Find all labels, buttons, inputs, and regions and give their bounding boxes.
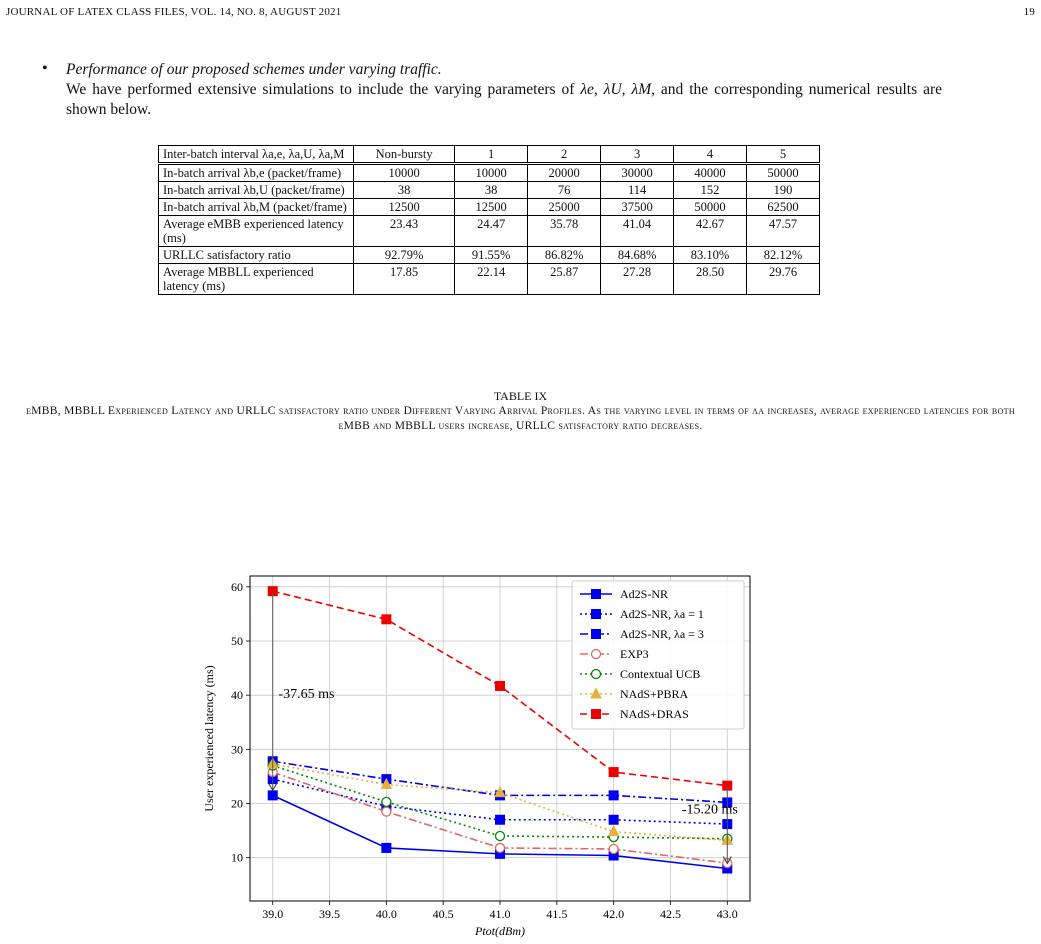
y-tick-label: 60 [231,579,243,594]
table-cell: 42.67 [674,216,747,247]
table-header-cell: 5 [747,146,820,164]
y-tick-label: 20 [231,796,243,811]
data-point [382,843,391,852]
table-row [159,182,820,199]
table-cell: 50000 [674,199,747,216]
table-cell: 83.10% [674,247,747,264]
bullet-paragraph [42,60,942,120]
table-cell: 17.85 [354,264,455,295]
table-cell: 35.78 [528,216,601,247]
legend-entry: Ad2S-NR, λa = 1 [620,607,704,621]
data-point [609,791,618,800]
table-cell: 114 [601,182,674,199]
table-header-cell: 3 [601,146,674,164]
table-cell: 28.50 [674,264,747,295]
table-cell: 25000 [528,199,601,216]
x-tick-label: 42.0 [603,907,625,921]
x-axis-label: Ptot(dBm) [475,924,525,938]
table-label: TABLE IX [493,389,548,403]
table-cell: 40000 [674,164,747,182]
y-tick-label: 40 [231,688,243,703]
table-cell: 152 [674,182,747,199]
data-point [496,832,505,841]
table-cell: 30000 [601,164,674,182]
table-cell: 37500 [601,199,674,216]
legend-swatch-marker [592,710,601,719]
table-cell: 12500 [354,199,455,216]
legend-entry: NAdS+PBRA [620,687,689,701]
legend-entry: Ad2S-NR [620,587,669,601]
x-tick-label: 39.5 [319,907,341,921]
table-cell: 38 [455,182,528,199]
table-header-label: Inter-batch interval λa,e, λa,U, λa,M [159,146,354,164]
running-head [6,6,1035,18]
data-point [609,768,618,777]
x-tick-label: 43.0 [716,907,738,921]
y-tick-label: 50 [231,634,243,648]
table-caption: eMBB, MBBLL Experienced Latency and URLLC satisfactory ratio under Different Varying Arrival Profiles. As the varying level in terms of λa increases, average experienced latencies for both eMBB and MBBLL users increase, URLLC satisfactory ratio decreases. [26,405,1015,432]
data-point [382,615,391,624]
data-point [268,791,277,800]
body-text-before: We have performed extensive simulations to include the varying parameters of [66,81,581,98]
legend-entry: NAdS+DRAS [620,707,689,721]
table-cell: 25.87 [528,264,601,295]
table-cell: 27.28 [601,264,674,295]
table-cell: 76 [528,182,601,199]
table-header-cell: 1 [455,146,528,164]
table-row-label: In-batch arrival λb,e (packet/frame) [159,164,354,182]
x-tick-label: 42.5 [659,907,681,921]
legend-entry: Ad2S-NR, λa = 3 [620,627,704,641]
bullet-body [66,80,942,120]
y-axis-label: User experienced latency (ms) [202,665,216,812]
data-point [496,815,505,824]
table-cell: 92.79% [354,247,455,264]
table-header-row [159,146,820,164]
table-row [159,216,820,247]
latency-line-chart [195,568,755,940]
legend-swatch-marker [592,670,601,679]
table-cell: 47.57 [747,216,820,247]
table-cell: 20000 [528,164,601,182]
x-tick-label: 41.5 [546,907,568,921]
legend-entry: EXP3 [620,647,649,661]
table-cell: 12500 [455,199,528,216]
data-point [496,843,505,852]
table-row-label: In-batch arrival λb,U (packet/frame) [159,182,354,199]
journal-header: JOURNAL OF LATEX CLASS FILES, VOL. 14, NO. 8, AUGUST 2021 [6,6,342,18]
table-cell: 29.76 [747,264,820,295]
annotation-label: -15.20 ms [681,802,738,818]
table-cell: 82.12% [747,247,820,264]
bullet-dot-icon: • [42,60,48,77]
table-cell: 10000 [455,164,528,182]
bullet-heading: Performance of our proposed schemes under varying traffic. [66,61,442,78]
legend-swatch-marker [592,630,601,639]
table-header-cell: 2 [528,146,601,164]
data-point [382,797,391,806]
page-number: 19 [1023,6,1035,18]
x-tick-label: 39.0 [262,907,284,921]
legend-swatch-marker [592,590,601,599]
body-params: λe, λU, λM [580,81,652,98]
table-row [159,247,820,264]
table-cell: 62500 [747,199,820,216]
data-point [609,815,618,824]
table-cell: 24.47 [455,216,528,247]
table-cell: 23.43 [354,216,455,247]
table-row-label: URLLC satisfactory ratio [159,247,354,264]
table-row-label: In-batch arrival λb,M (packet/frame) [159,199,354,216]
x-tick-label: 41.0 [489,907,511,921]
table-cell: 190 [747,182,820,199]
legend [572,581,744,729]
table-cell: 86.82% [528,247,601,264]
table-cell: 22.14 [455,264,528,295]
legend-entry: Contextual UCB [620,667,701,681]
x-tick-label: 40.5 [432,907,454,921]
y-tick-label: 30 [231,742,243,757]
table-row [159,199,820,216]
legend-swatch-marker [592,610,601,619]
table-cell: 50000 [747,164,820,182]
table-header-cell: Non-bursty [354,146,455,164]
table-cell: 84.68% [601,247,674,264]
table-row-label: Average eMBB experienced latency (ms) [159,216,354,247]
x-tick-label: 40.0 [375,907,397,921]
data-point [609,845,618,854]
table-cell: 41.04 [601,216,674,247]
body-text-after: , and the corresponding numerical results are shown below. [66,81,942,118]
table-cell: 91.55% [455,247,528,264]
annotation-label: -37.65 ms [278,686,335,702]
data-point [496,681,505,690]
table-row [159,164,820,182]
results-table [158,145,820,295]
table-row-label: Average MBBLL experienced latency (ms) [159,264,354,295]
table-header-cell: 4 [674,146,747,164]
table-cell: 38 [354,182,455,199]
data-point [382,807,391,816]
y-tick-label: 10 [231,850,243,865]
table-row [159,264,820,295]
legend-swatch-marker [592,650,601,659]
table-cell: 10000 [354,164,455,182]
